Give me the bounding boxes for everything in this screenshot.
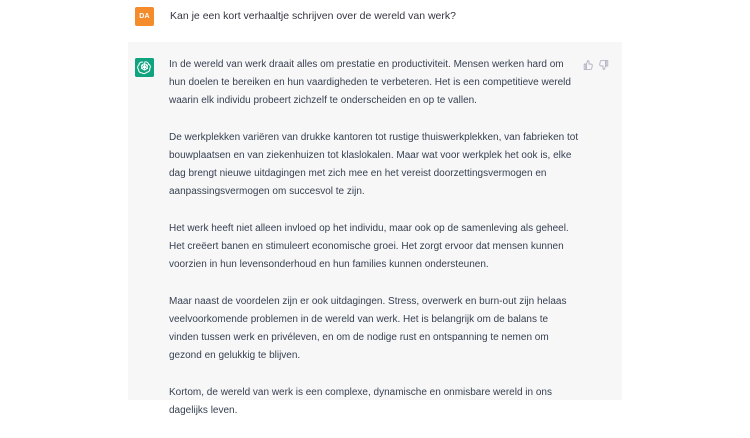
- user-message-row: [0, 0, 750, 42]
- assistant-paragraph-1: In de wereld van werk draait alles om prestatie en productiviteit. Mensen werken hard om hun doelen te bereiken en hun vaardigheden te verbeteren. Het is een competitieve wereld waarin elk individu probeert zichzelf te onderscheiden en op te vallen.: [169, 59, 571, 107]
- assistant-paragraph-2: De werkplekken variëren van drukke kantoren tot rustige thuiswerkplekken, van fabrieken tot bouwplaatsen en van ziekenhuizen tot klaslokalen. Maar wat voor werkplek het ook is, elke dag brengt nieuwe uitdagingen met zich mee en het vereist doorzettingsvermogen en aanpassingsvermogen om succesvol te zijn.: [169, 131, 579, 198]
- thumbs-down-icon: [598, 59, 610, 71]
- thumbs-up-icon: [582, 59, 594, 71]
- thumbs-up-button[interactable]: [582, 59, 594, 71]
- assistant-paragraph-4: Maar naast de voordelen zijn er ook uitdagingen. Stress, overwerk en burn-out zijn helaas veelvoorkomende problemen in de wereld van werk. Het is belangrijk om de balans te vinden tussen werk en privéleven, en om de nodige rust en ontspanning te nemen om gezond en gelukkig te blijven.: [169, 295, 567, 362]
- message-feedback: [582, 59, 614, 73]
- assistant-message-content: [169, 56, 580, 438]
- thumbs-down-button[interactable]: [598, 59, 610, 71]
- user-avatar: DA: [135, 7, 154, 26]
- assistant-message-row: [128, 42, 622, 416]
- assistant-paragraph-5: Kortom, de wereld van werk is een complexe, dynamische en onmisbare wereld in ons dagelijks leven.: [169, 386, 552, 416]
- assistant-paragraph-3: Het werk heeft niet alleen invloed op het individu, maar ook op de samenleving als geheel. Het creëert banen en stimuleert economische groei. Het zorgt ervoor dat mensen kunnen voorzien in hun levensonderhoud en hun families kunnen ondersteunen.: [169, 222, 569, 271]
- user-message-text: Kan je een kort verhaaltje schrijven over de wereld van werk?: [170, 10, 456, 22]
- openai-logo-icon: [135, 58, 154, 77]
